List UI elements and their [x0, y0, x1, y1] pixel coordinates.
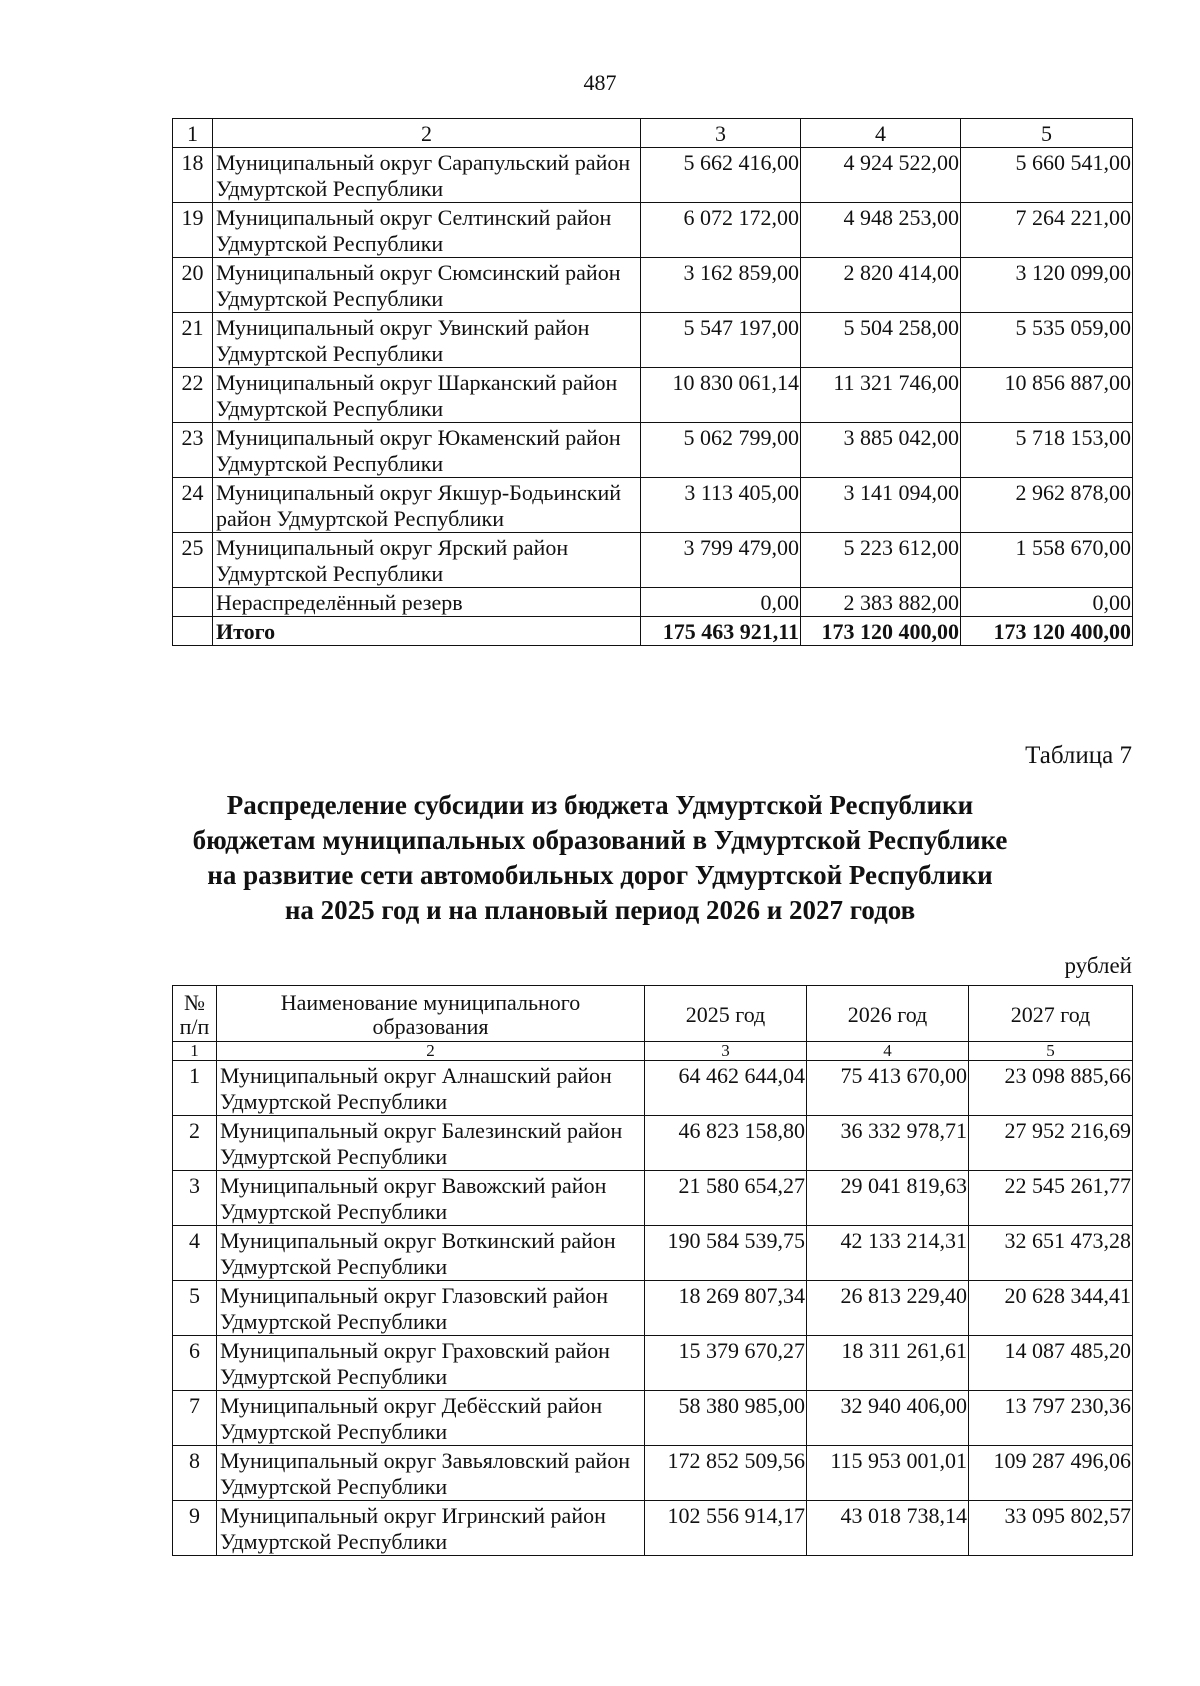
value-2026: 42 133 214,31	[807, 1226, 969, 1281]
value-col-4: 3 885 042,00	[801, 423, 961, 478]
title-line: на 2025 год и на плановый период 2026 и 2027 годов	[284, 895, 916, 925]
header-2027: 2027 год	[969, 986, 1133, 1042]
value-col-5: 3 120 099,00	[961, 258, 1133, 313]
column-index-5: 5	[961, 119, 1133, 148]
table-row	[173, 1116, 1133, 1171]
value-2027: 13 797 230,36	[969, 1391, 1133, 1446]
column-index-3: 3	[641, 119, 801, 148]
value-2026: 18 311 261,61	[807, 1336, 969, 1391]
empty-cell	[173, 588, 213, 617]
municipality-name: Муниципальный округ Увинский район Удмуртской Республики	[213, 313, 641, 368]
reserve-value-col-4: 2 383 882,00	[801, 588, 961, 617]
reserve-value-col-3: 0,00	[641, 588, 801, 617]
row-number: 20	[173, 258, 213, 313]
municipality-name: Муниципальный округ Вавожский район Удмуртской Республики	[217, 1171, 645, 1226]
column-index-1: 1	[173, 1042, 217, 1061]
value-2025: 18 269 807,34	[645, 1281, 807, 1336]
row-number: 25	[173, 533, 213, 588]
row-number: 21	[173, 313, 213, 368]
total-label: Итого	[213, 617, 641, 646]
title-line: Распределение субсидии из бюджета Удмуртской Республики	[226, 790, 974, 820]
municipality-name: Муниципальный округ Дебёсский район Удмуртской Республики	[217, 1391, 645, 1446]
column-index-5: 5	[969, 1042, 1133, 1061]
municipality-name: Муниципальный округ Балезинский район Удмуртской Республики	[217, 1116, 645, 1171]
row-number: 3	[173, 1171, 217, 1226]
value-col-3: 3 113 405,00	[641, 478, 801, 533]
value-col-3: 3 162 859,00	[641, 258, 801, 313]
subsidy-table	[172, 985, 1133, 1556]
row-number: 1	[173, 1061, 217, 1116]
value-col-5: 5 660 541,00	[961, 148, 1133, 203]
value-col-5: 7 264 221,00	[961, 203, 1133, 258]
header-num: № п/п	[173, 986, 217, 1042]
column-index-4: 4	[807, 1042, 969, 1061]
value-2025: 172 852 509,56	[645, 1446, 807, 1501]
value-col-5: 2 962 878,00	[961, 478, 1133, 533]
table-row	[173, 1171, 1133, 1226]
table-row	[173, 1061, 1133, 1116]
row-number: 8	[173, 1446, 217, 1501]
value-2026: 32 940 406,00	[807, 1391, 969, 1446]
value-2026: 75 413 670,00	[807, 1061, 969, 1116]
value-col-5: 5 718 153,00	[961, 423, 1133, 478]
value-2027: 33 095 802,57	[969, 1501, 1133, 1556]
row-number: 4	[173, 1226, 217, 1281]
header-2025: 2025 год	[645, 986, 807, 1042]
column-index-4: 4	[801, 119, 961, 148]
units-label: рублей	[1064, 953, 1132, 978]
municipality-name: Муниципальный округ Завьяловский район Удмуртской Республики	[217, 1446, 645, 1501]
column-index-3: 3	[645, 1042, 807, 1061]
table-title	[0, 788, 1200, 928]
total-value-col-5: 173 120 400,00	[961, 617, 1133, 646]
municipality-name: Муниципальный округ Игринский район Удмуртской Республики	[217, 1501, 645, 1556]
row-number: 2	[173, 1116, 217, 1171]
reserve-label: Нераспределённый резерв	[213, 588, 641, 617]
column-index-1: 1	[173, 119, 213, 148]
title-line: на развитие сети автомобильных дорог Удмуртской Республики	[207, 860, 993, 890]
value-2026: 36 332 978,71	[807, 1116, 969, 1171]
table-row	[173, 203, 1133, 258]
row-number: 19	[173, 203, 213, 258]
value-col-4: 3 141 094,00	[801, 478, 961, 533]
municipality-name: Муниципальный округ Шарканский район Удмуртской Республики	[213, 368, 641, 423]
reserve-value-col-5: 0,00	[961, 588, 1133, 617]
value-col-4: 2 820 414,00	[801, 258, 961, 313]
value-2027: 27 952 216,69	[969, 1116, 1133, 1171]
value-2027: 14 087 485,20	[969, 1336, 1133, 1391]
value-col-4: 4 948 253,00	[801, 203, 961, 258]
value-2025: 21 580 654,27	[645, 1171, 807, 1226]
header-2026: 2026 год	[807, 986, 969, 1042]
value-2027: 109 287 496,06	[969, 1446, 1133, 1501]
table-row	[173, 313, 1133, 368]
table-continuation	[172, 118, 1133, 646]
value-col-3: 5 062 799,00	[641, 423, 801, 478]
value-2025: 46 823 158,80	[645, 1116, 807, 1171]
value-col-3: 6 072 172,00	[641, 203, 801, 258]
total-value-col-3: 175 463 921,11	[641, 617, 801, 646]
row-number: 22	[173, 368, 213, 423]
table-row	[173, 1391, 1133, 1446]
value-2027: 22 545 261,77	[969, 1171, 1133, 1226]
table-row	[173, 258, 1133, 313]
total-row	[173, 617, 1133, 646]
table-row	[173, 1226, 1133, 1281]
table-label: Таблица 7	[1025, 742, 1132, 769]
municipality-name: Муниципальный округ Граховский район Удмуртской Республики	[217, 1336, 645, 1391]
value-2026: 26 813 229,40	[807, 1281, 969, 1336]
row-number: 18	[173, 148, 213, 203]
row-number: 9	[173, 1501, 217, 1556]
value-2025: 190 584 539,75	[645, 1226, 807, 1281]
municipality-name: Муниципальный округ Воткинский район Удмуртской Республики	[217, 1226, 645, 1281]
municipality-name: Муниципальный округ Алнашский район Удмуртской Республики	[217, 1061, 645, 1116]
row-number: 5	[173, 1281, 217, 1336]
value-col-5: 5 535 059,00	[961, 313, 1133, 368]
row-number: 24	[173, 478, 213, 533]
column-index-row	[173, 1042, 1133, 1061]
value-col-3: 10 830 061,14	[641, 368, 801, 423]
value-col-3: 5 547 197,00	[641, 313, 801, 368]
row-number: 23	[173, 423, 213, 478]
municipality-name: Муниципальный округ Якшур-Бодьинский район Удмуртской Республики	[213, 478, 641, 533]
value-col-3: 3 799 479,00	[641, 533, 801, 588]
table-row	[173, 1446, 1133, 1501]
municipality-name: Муниципальный округ Глазовский район Удмуртской Республики	[217, 1281, 645, 1336]
value-col-5: 1 558 670,00	[961, 533, 1133, 588]
municipality-name: Муниципальный округ Сарапульский район Удмуртской Республики	[213, 148, 641, 203]
table-row	[173, 533, 1133, 588]
table-header-row	[173, 119, 1133, 148]
value-col-4: 5 223 612,00	[801, 533, 961, 588]
value-2025: 64 462 644,04	[645, 1061, 807, 1116]
municipality-name: Муниципальный округ Селтинский район Удмуртской Республики	[213, 203, 641, 258]
reserve-row	[173, 588, 1133, 617]
value-col-4: 5 504 258,00	[801, 313, 961, 368]
value-2027: 23 098 885,66	[969, 1061, 1133, 1116]
value-col-4: 11 321 746,00	[801, 368, 961, 423]
table-row	[173, 1281, 1133, 1336]
value-2027: 32 651 473,28	[969, 1226, 1133, 1281]
table-row	[173, 478, 1133, 533]
page-number: 487	[583, 70, 617, 95]
value-2026: 115 953 001,01	[807, 1446, 969, 1501]
header-name: Наименование муниципального образования	[217, 986, 645, 1042]
table-header-row	[173, 986, 1133, 1042]
value-col-5: 10 856 887,00	[961, 368, 1133, 423]
empty-cell	[173, 617, 213, 646]
value-2027: 20 628 344,41	[969, 1281, 1133, 1336]
value-col-4: 4 924 522,00	[801, 148, 961, 203]
value-col-3: 5 662 416,00	[641, 148, 801, 203]
table-row	[173, 368, 1133, 423]
value-2026: 29 041 819,63	[807, 1171, 969, 1226]
title-line: бюджетам муниципальных образований в Удмуртской Республике	[192, 825, 1008, 855]
total-value-col-4: 173 120 400,00	[801, 617, 961, 646]
table-row	[173, 148, 1133, 203]
table-row	[173, 1501, 1133, 1556]
municipality-name: Муниципальный округ Юкаменский район Удмуртской Республики	[213, 423, 641, 478]
table-row	[173, 423, 1133, 478]
municipality-name: Муниципальный округ Ярский район Удмуртской Республики	[213, 533, 641, 588]
value-2025: 102 556 914,17	[645, 1501, 807, 1556]
row-number: 6	[173, 1336, 217, 1391]
row-number: 7	[173, 1391, 217, 1446]
column-index-2: 2	[217, 1042, 645, 1061]
value-2025: 15 379 670,27	[645, 1336, 807, 1391]
column-index-2: 2	[213, 119, 641, 148]
municipality-name: Муниципальный округ Сюмсинский район Удмуртской Республики	[213, 258, 641, 313]
value-2025: 58 380 985,00	[645, 1391, 807, 1446]
value-2026: 43 018 738,14	[807, 1501, 969, 1556]
table-row	[173, 1336, 1133, 1391]
